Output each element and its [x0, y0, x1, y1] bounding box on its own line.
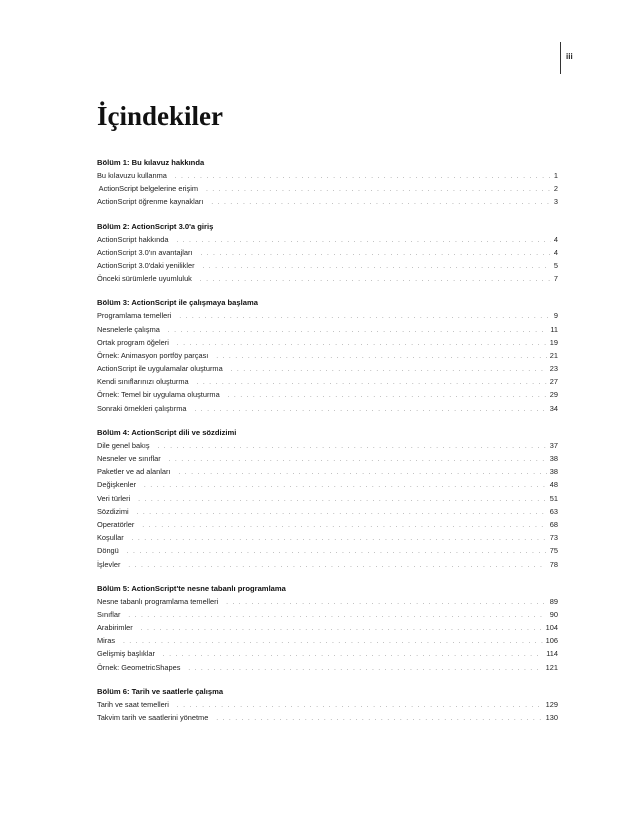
toc-entry[interactable] [97, 698, 558, 711]
dot-leader [163, 649, 543, 662]
dot-leader [211, 197, 550, 210]
toc-entry-page[interactable]: 51 [549, 493, 558, 503]
dot-leader [137, 507, 547, 520]
dot-leader [138, 494, 546, 507]
dot-leader [168, 325, 547, 338]
toc-entry-label[interactable]: Sonraki örnekleri çalıştırma [97, 403, 187, 413]
toc-entry-page[interactable]: 34 [549, 403, 558, 413]
dot-leader [195, 404, 547, 417]
toc-entry[interactable] [97, 518, 558, 531]
toc-entry-label[interactable]: Takvim tarih ve saatlerini yönetme [97, 713, 209, 722]
toc-entry-label[interactable]: Gelişmiş başlıklar [97, 649, 155, 659]
toc-entry-label[interactable]: Örnek: Animasyon portföy parçası [97, 350, 209, 360]
toc-entry-page[interactable]: 106 [545, 636, 558, 646]
toc-entry-page[interactable]: 104 [545, 623, 558, 633]
toc-entry-page[interactable]: 38 [549, 467, 558, 477]
toc-entry-label[interactable]: Örnek: GeometricShapes [97, 662, 181, 672]
toc-entry-label[interactable]: Örnek: Temel bir uygulama oluşturma [97, 390, 220, 400]
toc-entry-label[interactable]: Arabirimler [97, 623, 133, 633]
toc-entry-page[interactable]: 114 [546, 649, 558, 659]
toc-chapter [97, 582, 558, 674]
table-of-contents [97, 156, 558, 735]
toc-entry-label[interactable]: Döngü [97, 546, 119, 556]
toc-entry[interactable] [97, 195, 558, 208]
dot-leader [179, 311, 551, 324]
dot-leader [177, 338, 547, 351]
toc-entry-page[interactable]: 90 [549, 609, 558, 619]
toc-entry-page[interactable]: 73 [549, 533, 558, 543]
chapter-title[interactable]: Bölüm 4: ActionScript dili ve sözdizimi [97, 427, 237, 437]
toc-entry-label[interactable]: ActionScript 3.0'daki yenilikler [97, 260, 195, 270]
toc-entry-page[interactable]: 63 [549, 506, 558, 516]
toc-entry-page[interactable]: 68 [549, 519, 558, 529]
toc-entry-page[interactable]: 5 [553, 260, 558, 270]
toc-entry[interactable] [97, 349, 558, 362]
toc-entry[interactable] [97, 375, 558, 388]
toc-entry-page[interactable]: 9 [553, 311, 558, 321]
toc-entry-label[interactable]: Programlama temelleri [97, 311, 172, 321]
toc-entry-page[interactable]: 3 [553, 197, 558, 207]
toc-entry-page[interactable]: 11 [550, 324, 558, 334]
toc-entry[interactable] [97, 647, 558, 660]
dot-leader [226, 597, 547, 610]
toc-chapter [97, 296, 558, 415]
toc-entry-page[interactable]: 27 [549, 377, 558, 387]
toc-entry-label[interactable]: Ortak program öğeleri [97, 337, 169, 347]
toc-entry[interactable] [97, 608, 558, 621]
dot-leader [197, 377, 547, 390]
toc-entry-label[interactable]: Paketler ve ad alanları [97, 467, 171, 477]
chapter-title[interactable]: Bölüm 3: ActionScript ile çalışmaya başlama [97, 298, 258, 308]
toc-chapter [97, 426, 558, 571]
toc-entry-label[interactable]: Miras [97, 636, 116, 646]
toc-entry[interactable] [97, 492, 558, 505]
toc-entry[interactable] [97, 465, 558, 478]
dot-leader [123, 636, 543, 649]
toc-entry-label[interactable]: Tarih ve saat temelleri [97, 699, 169, 709]
toc-entry[interactable] [97, 505, 558, 518]
toc-entry-label[interactable]: Kendi sınıflarınızı oluşturma [97, 377, 189, 387]
toc-chapter [97, 220, 558, 286]
toc-entry-page[interactable]: 4 [553, 234, 558, 244]
dot-leader [132, 533, 547, 546]
toc-entry-label[interactable]: ActionScript 3.0'ın avantajları [97, 247, 193, 257]
toc-entry[interactable] [97, 402, 558, 415]
toc-entry-label[interactable]: ActionScript belgelerine erişim [97, 184, 199, 194]
toc-chapter [97, 685, 558, 724]
toc-entry-page[interactable]: 130 [545, 713, 558, 722]
dot-leader [141, 623, 543, 636]
toc-entry-label[interactable]: ActionScript öğrenme kaynakları [97, 197, 204, 207]
toc-entry-label[interactable]: Veri türleri [97, 493, 131, 503]
toc-entry[interactable] [97, 711, 558, 724]
toc-entry[interactable] [97, 309, 558, 322]
page-title: İçindekiler [97, 101, 223, 131]
toc-entry-label[interactable]: İşlevler [97, 559, 121, 569]
toc-entry-page[interactable]: 78 [549, 559, 558, 569]
dot-leader [175, 171, 551, 184]
toc-entry-page[interactable]: 19 [549, 337, 558, 347]
toc-entry[interactable] [97, 621, 558, 634]
toc-entry[interactable] [97, 544, 558, 557]
toc-entry[interactable] [97, 558, 558, 571]
toc-entry-label[interactable]: ActionScript hakkında [97, 234, 169, 244]
toc-entry-page[interactable]: 129 [545, 699, 558, 709]
toc-entry-label[interactable]: Bu kılavuzu kullanma [97, 171, 167, 180]
toc-entry-page[interactable]: 1 [553, 171, 558, 180]
dot-leader [231, 364, 547, 377]
toc-entry[interactable] [97, 169, 558, 182]
toc-entry-label[interactable]: Nesne tabanlı programlama temelleri [97, 596, 219, 606]
toc-entry[interactable] [97, 634, 558, 647]
toc-entry-page[interactable]: 7 [553, 274, 558, 284]
dot-leader [228, 390, 547, 403]
toc-entry[interactable] [97, 323, 558, 336]
dot-leader [177, 700, 543, 713]
toc-entry[interactable] [97, 259, 558, 272]
toc-entry-page[interactable]: 75 [549, 546, 558, 556]
toc-entry-page[interactable]: 4 [553, 247, 558, 257]
toc-entry-page[interactable]: 89 [549, 596, 558, 606]
toc-entry-page[interactable]: 21 [549, 350, 558, 360]
toc-entry-page[interactable]: 29 [549, 390, 558, 400]
dot-leader [158, 441, 547, 454]
toc-entry-page[interactable]: 2 [553, 184, 558, 194]
toc-entry[interactable] [97, 388, 558, 401]
chapter-title[interactable]: Bölüm 5: ActionScript'te nesne tabanlı programlama [97, 583, 286, 593]
dot-leader [128, 610, 546, 623]
dot-leader [200, 274, 551, 287]
dot-leader [144, 480, 547, 493]
dot-leader [201, 248, 551, 261]
toc-entry-page[interactable]: 23 [549, 364, 558, 374]
toc-entry[interactable] [97, 272, 558, 285]
toc-entry-label[interactable]: Sözdizimi [97, 506, 129, 516]
toc-entry-label[interactable]: ActionScript ile uygulamalar oluşturma [97, 364, 223, 374]
toc-entry-label[interactable]: Önceki sürümlerle uyumluluk [97, 274, 192, 284]
toc-entry-label[interactable]: Dile genel bakış [97, 440, 150, 450]
toc-entry[interactable] [97, 531, 558, 544]
toc-entry-page[interactable]: 48 [549, 480, 558, 490]
toc-entry[interactable] [97, 233, 558, 246]
dot-leader [179, 467, 547, 480]
dot-leader [188, 663, 542, 676]
page-number: iii [566, 52, 573, 61]
toc-entry-label[interactable]: Değişkenler [97, 480, 137, 490]
toc-entry-label[interactable]: Nesneler ve sınıflar [97, 454, 161, 463]
toc-entry-label[interactable]: Nesnelerle çalışma [97, 324, 160, 334]
dot-leader [203, 261, 551, 274]
dot-leader [169, 454, 547, 467]
dot-leader [216, 713, 542, 726]
chapter-title[interactable]: Bölüm 1: Bu kılavuz hakkında [97, 158, 205, 167]
page-number-rule [560, 42, 561, 74]
toc-entry-label[interactable]: Koşullar [97, 533, 124, 543]
dot-leader [128, 560, 546, 573]
toc-chapter [97, 156, 558, 209]
dot-leader [206, 184, 551, 197]
toc-entry-label[interactable]: Operatörler [97, 519, 135, 529]
toc-entry[interactable] [97, 362, 558, 375]
toc-entry[interactable] [97, 478, 558, 491]
toc-entry[interactable] [97, 182, 558, 195]
toc-entry-label[interactable]: Sınıflar [97, 609, 121, 619]
toc-entry[interactable] [97, 336, 558, 349]
toc-entry[interactable] [97, 439, 558, 452]
dot-leader [176, 235, 550, 248]
dot-leader [127, 546, 547, 559]
toc-entry-page[interactable]: 37 [549, 440, 558, 450]
chapter-title[interactable]: Bölüm 2: ActionScript 3.0'a giriş [97, 221, 214, 231]
toc-entry-page[interactable]: 121 [545, 662, 558, 672]
toc-entry[interactable] [97, 246, 558, 259]
toc-entry[interactable] [97, 661, 558, 674]
dot-leader [216, 351, 546, 364]
chapter-title[interactable]: Bölüm 6: Tarih ve saatlerle çalışma [97, 686, 224, 696]
toc-entry[interactable] [97, 595, 558, 608]
dot-leader [142, 520, 546, 533]
toc-entry-page[interactable]: 38 [549, 454, 558, 463]
